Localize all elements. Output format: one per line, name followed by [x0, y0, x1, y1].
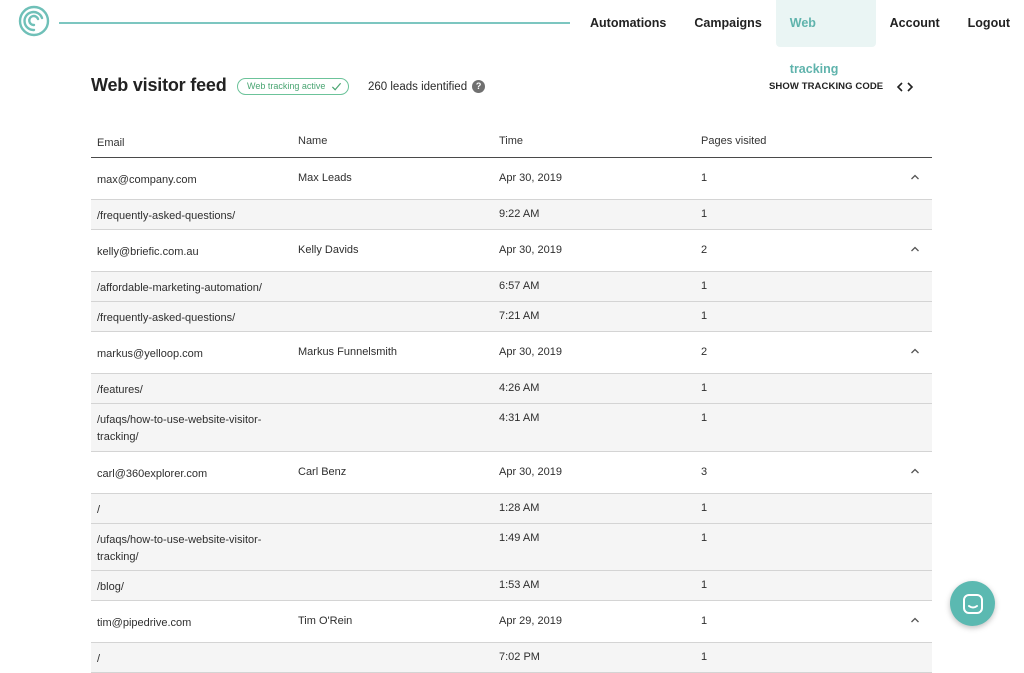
visit-path: /features/ [97, 384, 143, 396]
column-header-time: Time [499, 135, 524, 147]
lead-email: carl@360explorer.com [97, 468, 208, 480]
column-header-email: Email [97, 137, 125, 149]
lead-row[interactable] [91, 452, 932, 494]
visit-row [91, 643, 932, 673]
nav-web-tracking[interactable]: Web tracking [776, 0, 876, 47]
lead-email: markus@yelloop.com [97, 348, 203, 360]
visit-row [91, 272, 932, 302]
visit-path: /ufaqs/how-to-use-website-visitor-tracking/ [97, 414, 262, 443]
nav-automations[interactable]: Automations [590, 16, 667, 30]
visit-path: /frequently-asked-questions/ [97, 210, 236, 222]
visit-path: /affordable-marketing-automation/ [97, 282, 262, 294]
lead-name: Markus Funnelsmith [298, 346, 398, 358]
code-brackets-icon[interactable] [896, 80, 914, 94]
leads-count [368, 80, 485, 93]
chat-button[interactable] [950, 581, 995, 626]
spiral-logo-icon[interactable] [18, 5, 50, 37]
lead-date: Apr 30, 2019 [499, 172, 562, 184]
chevron-up-icon[interactable] [910, 244, 920, 254]
lead-date: Apr 30, 2019 [499, 466, 562, 478]
help-icon[interactable]: ? [472, 80, 485, 93]
visit-row [91, 404, 932, 452]
visit-path: /ufaqs/how-to-use-website-visitor-tracking/ [97, 534, 262, 563]
page-title: Web visitor feed [91, 75, 227, 95]
visit-count: 1 [701, 310, 708, 322]
nav-account[interactable]: Account [889, 16, 940, 30]
lead-name: Max Leads [298, 172, 352, 184]
status-badge [237, 78, 349, 95]
lead-name: Carl Benz [298, 466, 347, 478]
column-header-pages-visited: Pages visited [701, 135, 767, 147]
lead-date: Apr 30, 2019 [499, 244, 562, 256]
lead-email: kelly@briefic.com.au [97, 246, 199, 258]
visit-count: 1 [701, 280, 708, 292]
visit-time: 7:02 PM [499, 651, 540, 663]
visit-row [91, 200, 932, 230]
visit-row [91, 374, 932, 404]
status-badge-label: Web tracking active [247, 81, 326, 91]
visit-count: 1 [701, 208, 708, 220]
visitor-table [91, 129, 932, 673]
visit-time: 4:26 AM [499, 382, 540, 394]
visit-row [91, 302, 932, 332]
lead-pages-count: 2 [701, 244, 708, 256]
visit-row [91, 571, 932, 601]
lead-email: max@company.com [97, 174, 197, 186]
visit-row [91, 524, 932, 571]
lead-row[interactable] [91, 601, 932, 643]
lead-email: tim@pipedrive.com [97, 617, 192, 629]
lead-pages-count: 1 [701, 172, 708, 184]
lead-pages-count: 1 [701, 615, 708, 627]
visit-path: /frequently-asked-questions/ [97, 312, 236, 324]
visit-time: 1:49 AM [499, 532, 540, 544]
chevron-up-icon[interactable] [910, 172, 920, 182]
visit-row [91, 494, 932, 524]
visit-time: 7:21 AM [499, 310, 540, 322]
visit-time: 9:22 AM [499, 208, 540, 220]
visit-count: 1 [701, 579, 708, 591]
lead-row[interactable] [91, 332, 932, 374]
column-header-name: Name [298, 135, 328, 147]
nav-campaigns[interactable]: Campaigns [694, 16, 762, 30]
lead-name: Tim O'Rein [298, 615, 353, 627]
lead-row[interactable] [91, 158, 932, 200]
chat-icon [961, 592, 985, 616]
header-divider [59, 22, 570, 24]
visit-count: 1 [701, 532, 708, 544]
chevron-up-icon[interactable] [910, 466, 920, 476]
lead-date: Apr 30, 2019 [499, 346, 562, 358]
lead-date: Apr 29, 2019 [499, 615, 562, 627]
chevron-up-icon[interactable] [910, 346, 920, 356]
leads-count-label: 260 leads identified [368, 80, 468, 93]
check-icon [331, 81, 342, 92]
table-header [91, 129, 932, 158]
visit-count: 1 [701, 412, 708, 424]
visit-count: 1 [701, 502, 708, 514]
chevron-up-icon[interactable] [910, 615, 920, 625]
lead-row[interactable] [91, 230, 932, 272]
visit-time: 1:28 AM [499, 502, 540, 514]
lead-name: Kelly Davids [298, 244, 359, 256]
visit-time: 6:57 AM [499, 280, 540, 292]
lead-pages-count: 2 [701, 346, 708, 358]
visit-count: 1 [701, 651, 708, 663]
visit-path: / [97, 504, 101, 516]
visit-path: /blog/ [97, 581, 124, 593]
visit-count: 1 [701, 382, 708, 394]
main-nav [574, 0, 1024, 76]
visit-time: 4:31 AM [499, 412, 540, 424]
visit-path: / [97, 653, 101, 665]
nav-logout[interactable]: Logout [967, 16, 1010, 30]
top-bar [0, 0, 1024, 76]
show-tracking-code-link[interactable]: SHOW TRACKING CODE [769, 81, 884, 92]
lead-pages-count: 3 [701, 466, 708, 478]
visit-time: 1:53 AM [499, 579, 540, 591]
